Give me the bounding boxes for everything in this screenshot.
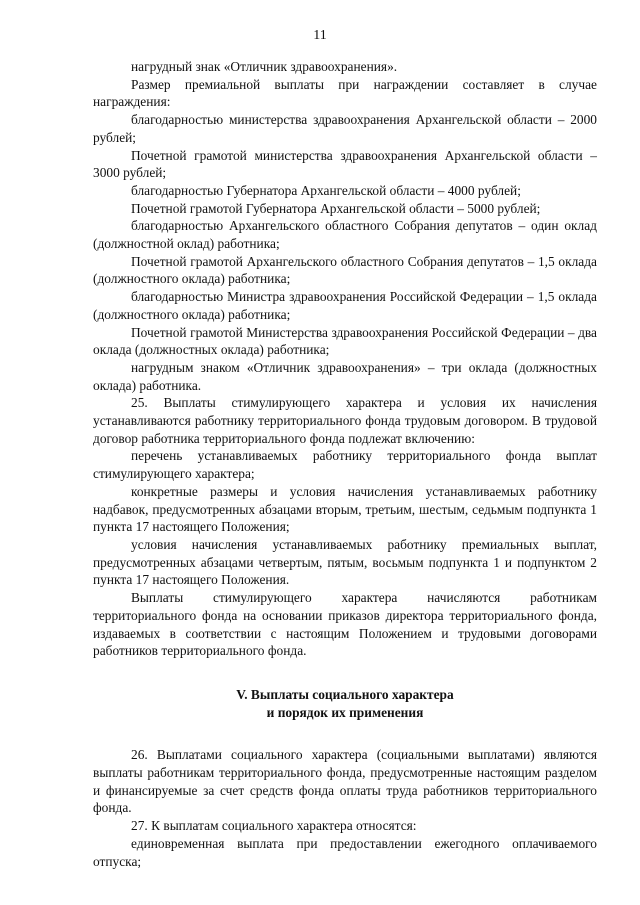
paragraph: Размер премиальной выплаты при награждении составляет в случае награждения: (93, 76, 597, 110)
paragraph: благодарностью Министра здравоохранения Российской Федерации – 1,5 оклада (должностного оклада) работника; (93, 289, 597, 322)
paragraph: условия начисления устанавливаемых работнику премиальных выплат, предусмотренных абзацами четвертым, пятым, восьмым подпункта 1 и подпунктом 2 пункта 17 настоящего Положения. (93, 536, 597, 588)
paragraph: благодарностью Губернатора Архангельской области – 4000 рублей; (131, 182, 521, 198)
section-heading (93, 686, 597, 721)
section-heading-line: V. Выплаты социального характера (236, 686, 454, 702)
paragraph: единовременная выплата при предоставлении ежегодного оплачиваемого отпуска; (93, 835, 597, 869)
paragraph: 25. Выплаты стимулирующего характера и условия их начисления устанавливаются работнику территориального фонда трудовым договором. В трудовой договор работника территориального фонда подлежат включению: (93, 395, 597, 446)
page-number: 11 (313, 28, 327, 43)
paragraph: благодарностью Архангельского областного Собрания депутатов – один оклад (должностной оклад) работника; (93, 218, 597, 252)
paragraph: Почетной грамотой Губернатора Архангельской области – 5000 рублей; (131, 200, 541, 216)
paragraph: благодарностью министерства здравоохранения Архангельской области – 2000 рублей; (93, 112, 597, 145)
section-heading-line: и порядок их применения (266, 704, 424, 720)
paragraph: перечень устанавливаемых работнику территориального фонда выплат стимулирующего характера; (93, 448, 597, 482)
paragraph: нагрудным знаком «Отличник здравоохранения» – три оклада (должностных оклада) работника. (93, 359, 597, 393)
paragraph: конкретные размеры и условия начисления устанавливаемых работнику надбавок, предусмотренных абзацами вторым, третьим, шестым, седьмым подпункта 1 пункта 17 настоящего Положения; (93, 483, 597, 535)
paragraph: Выплаты стимулирующего характера начисляются работникам территориального фонда на основании приказов директора территориального фонда, издаваемых в соответствии с настоящим Положением и трудовыми договорами работников территориального фонда. (93, 590, 597, 659)
paragraph: Почетной грамотой Министерства здравоохранения Российской Федерации – два оклада (должностных оклада) работника; (93, 324, 597, 358)
paragraph: 27. К выплатам социального характера относятся: (131, 818, 417, 834)
document-body (93, 58, 597, 870)
paragraph: Почетной грамотой министерства здравоохранения Архангельской области – 3000 рублей; (93, 147, 597, 181)
paragraph: 26. Выплатами социального характера (социальными выплатами) являются выплаты работникам территориального фонда, предусмотренные настоящим разделом и финансируемые за счет средств фонда оплаты труда работников территориального фонда. (93, 747, 597, 816)
paragraph: Почетной грамотой Архангельского областного Собрания депутатов – 1,5 оклада (должностного оклада) работника; (93, 253, 597, 287)
paragraph: нагрудный знак «Отличник здравоохранения». (131, 59, 398, 74)
